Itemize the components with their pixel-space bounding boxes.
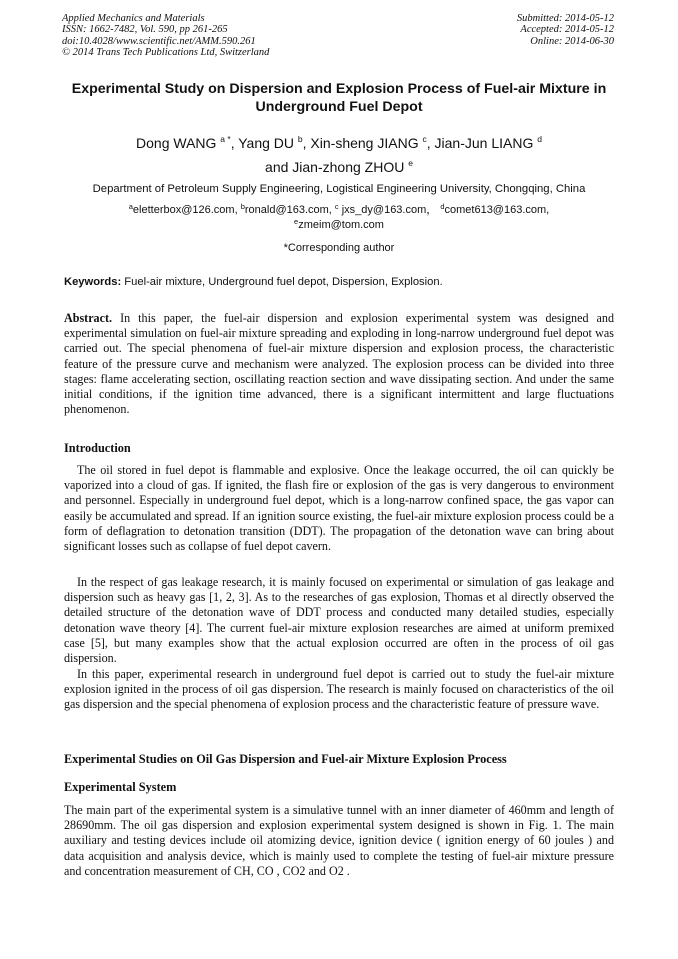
journal-name: Applied Mechanics and Materials bbox=[62, 13, 205, 24]
journal-copyright: © 2014 Trans Tech Publications Ltd, Switzerland bbox=[62, 47, 270, 59]
email-superscript: e bbox=[294, 217, 299, 226]
abstract bbox=[64, 311, 614, 417]
author-superscript: c bbox=[422, 134, 427, 144]
author-superscript: e bbox=[408, 158, 413, 168]
email-superscript: d bbox=[440, 202, 445, 211]
affiliation: Department of Petroleum Supply Engineering, Logistical Engineering University, Chongqing, China bbox=[92, 183, 586, 195]
journal-issn: ISSN: 1662-7482, Vol. 590, pp 261-265 bbox=[62, 24, 228, 36]
intro-paragraph-3: In this paper, experimental research in underground fuel depot is carried out to study the fuel-air mixture explosion ignited in the process of oil gas dispersion. The research is mainly focused on characteristics of the oil gas dispersion and the special phenomena of explosion process and the characteristic feature of pressure wave. bbox=[64, 667, 614, 712]
author-name: Xin-sheng JIANG bbox=[310, 135, 419, 151]
email-address: jxs_dy@163.com， bbox=[338, 204, 438, 216]
abstract-label: Abstract. bbox=[64, 311, 113, 325]
author-separator: , bbox=[302, 135, 311, 151]
author-line-2 bbox=[60, 155, 618, 179]
journal-info bbox=[62, 13, 269, 59]
email-address: ronald@163.com, bbox=[244, 204, 335, 216]
corresponding-author-note: *Corresponding author bbox=[283, 242, 395, 254]
subsection-heading-experimental-system: Experimental System bbox=[64, 780, 177, 794]
online-date: Online: 2014-06-30 bbox=[530, 35, 614, 47]
email-superscript: c bbox=[334, 202, 339, 211]
email-address: eletterbox@126.com, bbox=[132, 204, 241, 216]
author-name: Dong WANG bbox=[136, 135, 217, 151]
keywords bbox=[64, 275, 620, 289]
author-conjunction: and bbox=[265, 159, 293, 175]
keywords-label: Keywords: bbox=[64, 276, 122, 288]
author-line-1 bbox=[60, 131, 618, 155]
journal-doi: doi:10.4028/www.scientific.net/AMM.590.261 bbox=[62, 35, 256, 47]
author-separator: , bbox=[230, 135, 239, 151]
paper-title: Experimental Study on Dispersion and Explosion Process of Fuel-air Mixture in Underground Fuel Depot bbox=[71, 81, 607, 115]
author-emails bbox=[60, 203, 618, 233]
author-superscript: d bbox=[537, 134, 542, 144]
intro-paragraph-2: In the respect of gas leakage research, it is mainly focused on experimental or simulation of gas leakage and dispersion such as heavy gas [1, 2, 3]. As to the researches of gas explosion, Thomas et al directly observed the detailed structure of the detonation wave of DDT process and conducted many detailed studies, especially detonation wave theory [4]. The current fuel-air mixture explosion researches are aimed at uniform premixed case [5], but many examples show that the actual explosion occurred are often in the process of oil gas dispersion. bbox=[64, 575, 614, 666]
abstract-text: In this paper, the fuel-air dispersion and explosion experimental system was designed and experimental simulation on fuel-air mixture spreading and exploding in long-narrow underground fuel depot was carried out. The special phenomena of fuel-air mixture dispersion and explosion process, the characteristic feature of the pressure curve and mechanism were analyzed. The explosion process can be divided into three stages: flame accelerating section, oscillating reaction section and wave dissipating section. And under the same initial conditions, if the ignition time advanced, there is a significant intermittent and large fluctuations phenomenon. bbox=[64, 311, 614, 417]
author-list bbox=[60, 131, 618, 179]
intro-paragraph-1: The oil stored in fuel depot is flammable and explosive. Once the leakage occurred, the oil can quickly be vaporized into a cloud of gas. If ignited, the flash fire or explosion of the gas is very dangerous to environment and personnel. Especially in underground fuel depot, which is a long-narrow confined space, the gas vapor can easily be accumulated and spread. If an ignition source existing, the fuel-air mixture explosion process could be a form of deflagration to detonation transition (DDT). The propagation of the detonation wave can bring about significant losses such as collapse of fuel depot cavern. bbox=[64, 463, 614, 554]
publication-dates bbox=[517, 13, 614, 47]
author-name: Yang DU bbox=[238, 135, 295, 151]
author-superscript: a * bbox=[220, 134, 231, 144]
email-superscript: a bbox=[128, 202, 133, 211]
keywords-text: Fuel-air mixture, Underground fuel depot, Dispersion, Explosion. bbox=[121, 276, 443, 288]
author-separator: , bbox=[426, 135, 435, 151]
email-line-2 bbox=[60, 218, 618, 233]
author-name: Jian-zhong ZHOU bbox=[292, 159, 405, 175]
submitted-date: Submitted: 2014-05-12 bbox=[516, 13, 614, 24]
experimental-system-paragraph: The main part of the experimental system is a simulative tunnel with an inner diameter of 460mm and length of 28690mm. The oil gas dispersion and explosion experimental system designed is shown in Fig. 1. The main auxiliary and testing devices include oil atomizing device, ignition device ( ignition energy of 60 joules ) and data acquisition and analysis device, which is mainly used to complete the testing of fuel-air mixture pressure and concentration measurement of CH, CO , CO2 and O2 . bbox=[64, 803, 614, 878]
author-name: Jian-Jun LIANG bbox=[434, 135, 534, 151]
email-line-1 bbox=[60, 203, 618, 218]
email-address: comet613@163.com, bbox=[444, 204, 550, 216]
section-heading-introduction: Introduction bbox=[64, 441, 131, 455]
section-heading-experimental-studies: Experimental Studies on Oil Gas Dispersion and Fuel-air Mixture Explosion Process bbox=[64, 752, 507, 766]
email-address: zmeim@tom.com bbox=[298, 219, 384, 231]
email-superscript: b bbox=[240, 202, 245, 211]
accepted-date: Accepted: 2014-05-12 bbox=[520, 24, 614, 36]
author-superscript: b bbox=[297, 134, 303, 144]
